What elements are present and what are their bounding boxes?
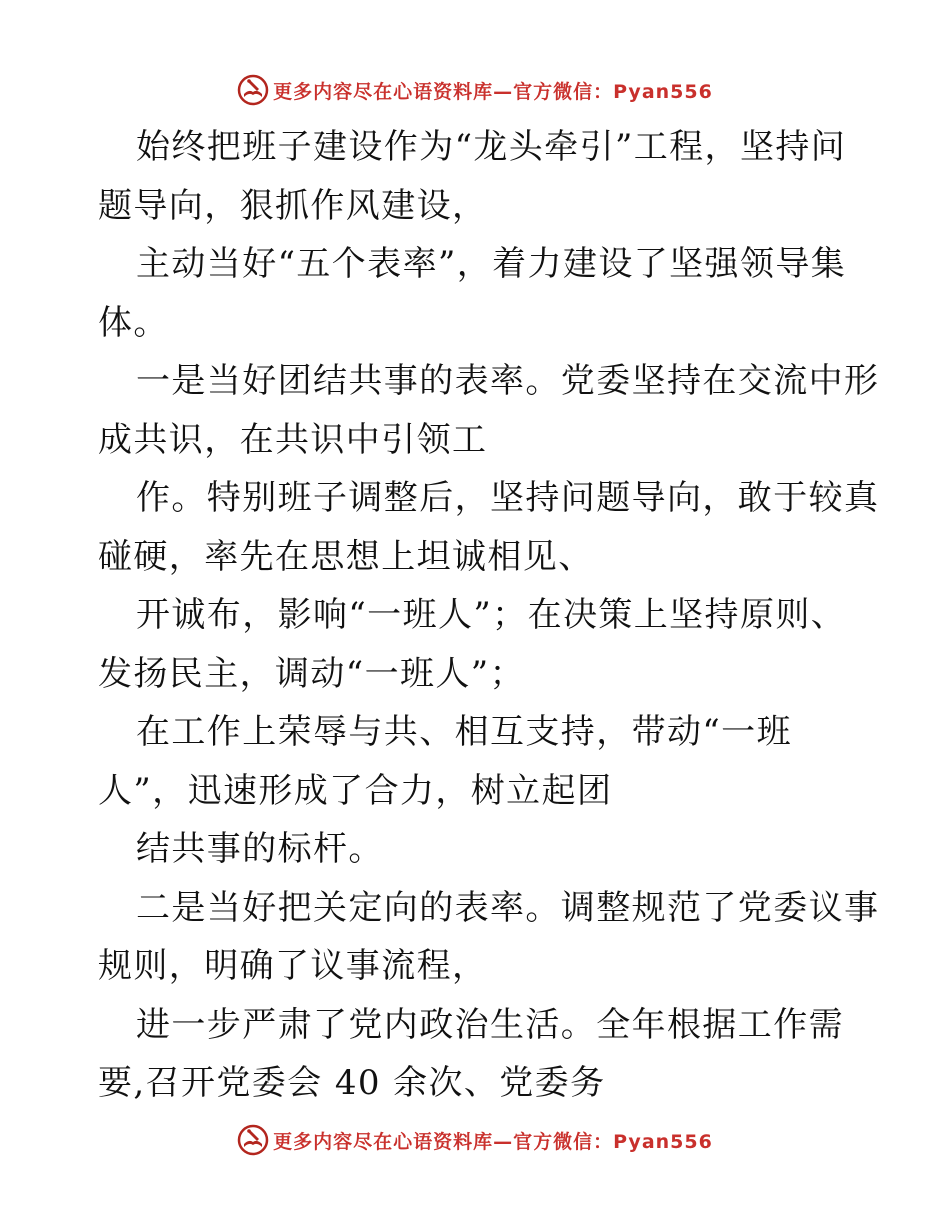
header-banner-text: 更多内容尽在心语资料库—官方微信：Pyan556 bbox=[273, 80, 713, 103]
body-line: 始终把班子建设作为“龙头牵引”工程，坚持问 bbox=[136, 127, 847, 167]
body-line: 二是当好把关定向的表率。调整规范了党委议事 bbox=[136, 887, 880, 928]
body-line: 人”，迅速形成了合力，树立起团 bbox=[98, 770, 613, 811]
body-line: 发扬民主，调动“一班人”； bbox=[98, 653, 525, 694]
body-line: 题导向，狠抓作风建设， bbox=[98, 185, 488, 226]
body-line: 结共事的标杆。 bbox=[136, 829, 384, 869]
body-line: 成共识，在共识中引领工 bbox=[98, 419, 488, 460]
body-line: 碰硬，率先在思想上坦诚相见、 bbox=[98, 536, 594, 577]
body-line: 体。 bbox=[98, 302, 169, 343]
body-line: 一是当好团结共事的表率。党委坚持在交流中形 bbox=[136, 361, 880, 401]
body-line: 要,召开党委会 40 余次、党委务 bbox=[98, 1063, 606, 1103]
body-line: 规则，明确了议事流程， bbox=[98, 946, 488, 986]
body-line: 主动当好“五个表率”，着力建设了坚强领导集 bbox=[136, 244, 847, 284]
body-line: 作。特别班子调整后，坚持问题导向，敢于较真 bbox=[136, 478, 880, 518]
body-line: 开诚布，影响“一班人”；在决策上坚持原则、 bbox=[136, 595, 847, 635]
header-banner bbox=[0, 70, 950, 110]
document-body bbox=[98, 118, 880, 1113]
footer-banner-text: 更多内容尽在心语资料库—官方微信：Pyan556 bbox=[273, 1130, 713, 1153]
body-line: 在工作上荣辱与共、相互支持，带动“一班 bbox=[136, 712, 792, 752]
book-pen-logo-icon bbox=[237, 1124, 269, 1156]
body-line: 进一步严肃了党内政治生活。全年根据工作需 bbox=[136, 1004, 844, 1045]
footer-banner bbox=[0, 1120, 950, 1160]
book-pen-logo-icon bbox=[237, 74, 269, 106]
